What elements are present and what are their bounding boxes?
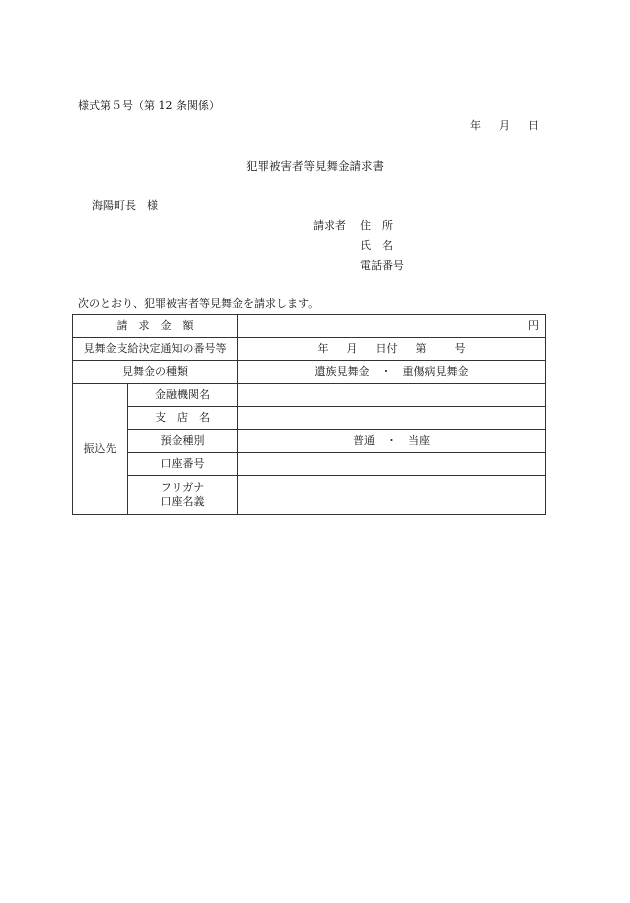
amount-row [73,315,546,338]
requester-label: 請求者 [313,219,346,232]
notice-number-prefix: 第 [415,342,427,355]
bank-row [73,384,546,407]
account-number-row [73,453,546,476]
year-label: 年 [470,119,481,132]
amount-field[interactable] [238,315,546,338]
notice-field[interactable] [238,338,546,361]
type-options[interactable]: 遺族見舞金 ・ 重傷病見舞金 [238,361,546,384]
day-label: 日 [528,119,539,132]
deposit-type-label: 預金種別 [128,430,238,453]
notice-year: 年 [317,342,329,355]
account-holder-label [128,476,238,515]
requester-name-label: 氏 名 [360,239,393,252]
requester-address-label: 住 所 [360,219,393,232]
furigana-label: フリガナ [160,481,205,494]
branch-field[interactable] [238,407,546,430]
yen-unit: 円 [528,319,539,332]
amount-label: 請 求 金 額 [73,315,238,338]
submission-date [470,119,539,133]
branch-label: 支 店 名 [128,407,238,430]
notice-label: 見舞金支給決定通知の番号等 [73,338,238,361]
branch-row [73,407,546,430]
account-number-field[interactable] [238,453,546,476]
form-number-label: 様式第５号（第 12 条関係） [78,99,220,112]
deposit-type-row [73,430,546,453]
account-holder-row [73,476,546,515]
notice-month: 月 [346,342,358,355]
document-title: 犯罪被害者等見舞金請求書 [246,159,384,173]
type-label: 見舞金の種類 [73,361,238,384]
transfer-label: 振込先 [73,384,128,515]
request-table [72,314,546,515]
account-number-label: 口座番号 [128,453,238,476]
month-label: 月 [499,119,510,132]
notice-dated: 日付 [375,342,398,355]
bank-label: 金融機関名 [128,384,238,407]
deposit-type-options[interactable]: 普通 ・ 当座 [238,430,546,453]
notice-number-suffix: 号 [454,342,466,355]
bank-field[interactable] [238,384,546,407]
account-holder-name-label: 口座名義 [160,495,205,508]
notice-row [73,338,546,361]
requester-phone-label: 電話番号 [360,259,404,272]
intro-text: 次のとおり、犯罪被害者等見舞金を請求します。 [78,297,320,310]
account-holder-field[interactable] [238,476,546,515]
addressee: 海陽町長 様 [92,199,158,212]
type-row [73,361,546,384]
